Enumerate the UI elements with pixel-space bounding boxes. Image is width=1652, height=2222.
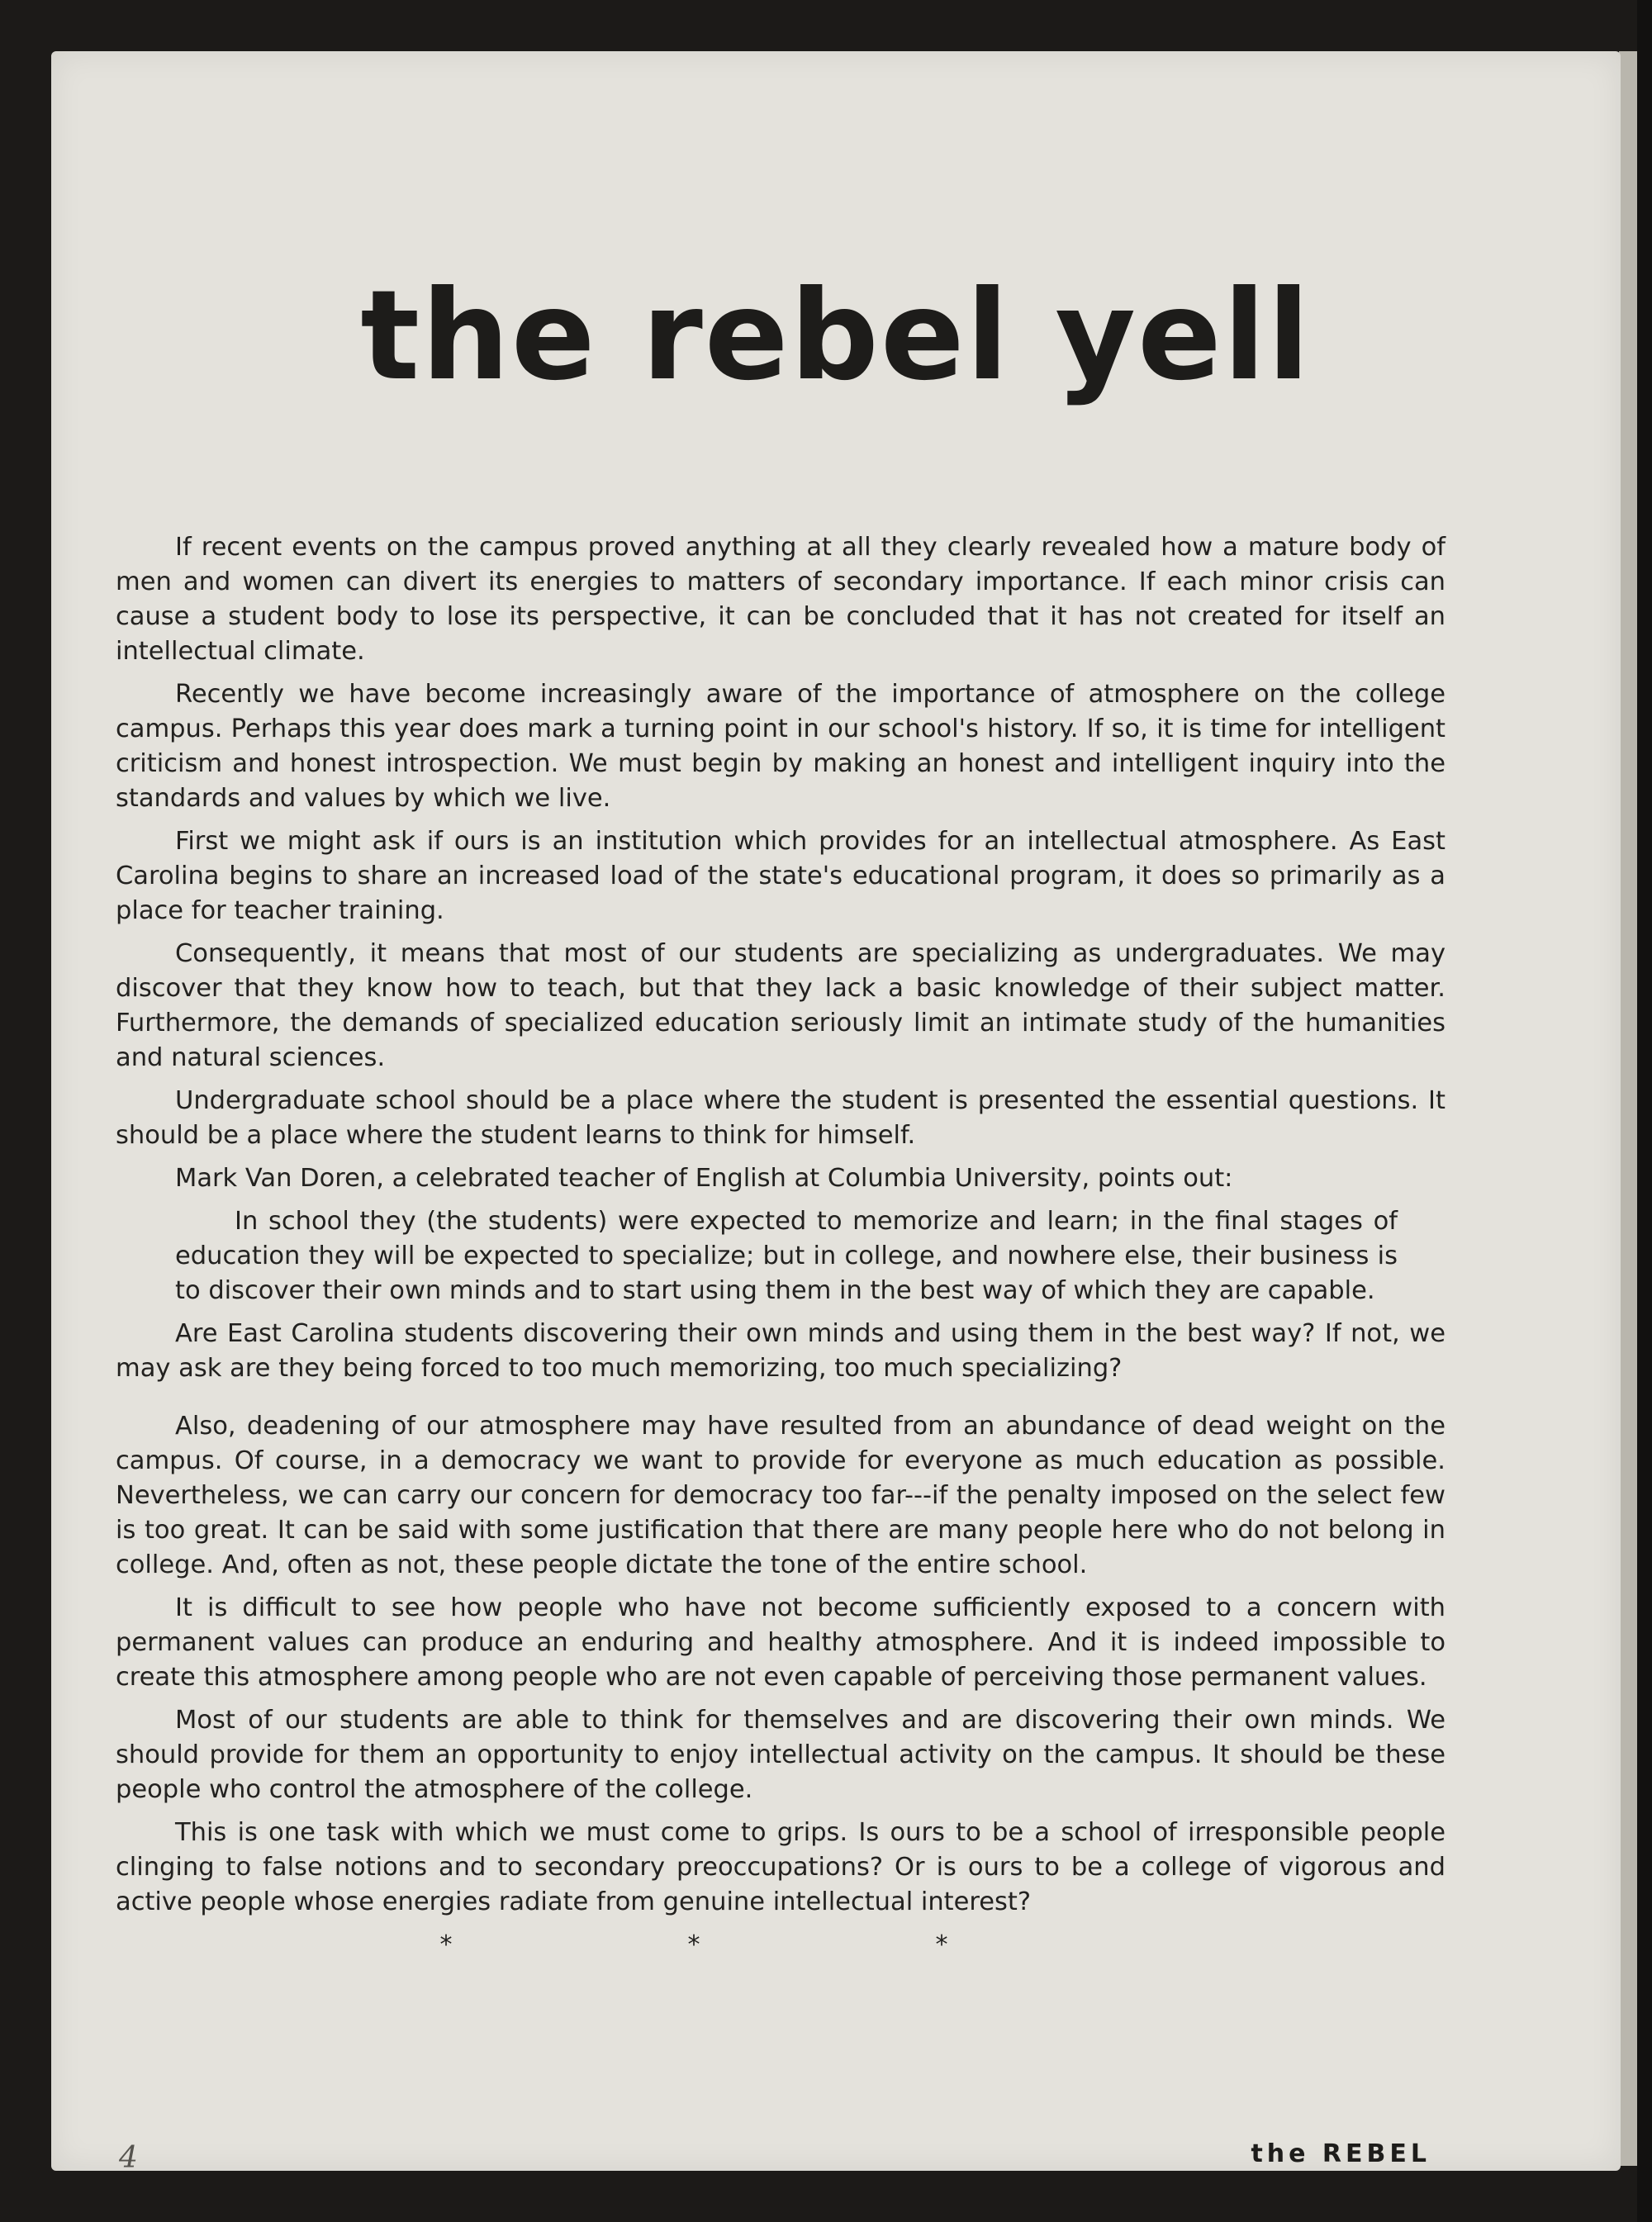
star-separator: *: [439, 1930, 453, 1959]
page-title: the rebel yell: [360, 264, 1312, 408]
scan-border: [1637, 0, 1652, 2222]
paragraph: Undergraduate school should be a place where the student is presented the essential questions. It should be a place where the student learns to think for himself.: [116, 1086, 1446, 1150]
paragraph: Are East Carolina students discovering their own minds and using them in the best way? If not, we may ask are they being forced to too much memorizing, too much specializing?: [116, 1319, 1446, 1383]
paragraph: Most of our students are able to think for themselves and are discovering their own minds. We should provide for them an opportunity to enjoy intellectual activity on the campus. It should be these people who control the atmosphere of the college.: [116, 1706, 1446, 1804]
star-separator: *: [935, 1930, 948, 1959]
paragraph: Consequently, it means that most of our students are specializing as undergraduates. We may discover that they know how to teach, but that they lack a basic knowledge of their subject matter. Furthermore, the demands of specialized education seriously limit an intimate study of the humanities and natural sciences.: [116, 939, 1446, 1072]
paragraph: If recent events on the campus proved anything at all they clearly revealed how a mature body of men and women can divert its energies to matters of secondary importance. If each minor crisis can cause a student body to lose its perspective, it can be concluded that it has not created for itself an intellectual climate.: [116, 533, 1446, 666]
paragraph: This is one task with which we must come to grips. Is ours to be a school of irresponsible people clinging to false notions and to secondary preoccupations? Or is ours to be a college of vigorous and active people whose energies radiate from genuine intellectual interest?: [116, 1818, 1446, 1916]
magazine-page: [51, 51, 1621, 2175]
paragraph: Also, deadening of our atmosphere may have resulted from an abundance of dead weight on the campus. Of course, in a democracy we want to provide for everyone as much education as possible. Nevertheless, we can carry our concern for democracy too far---if the penalty imposed on the select few is too great. It can be said with some justification that there are many people here who do not belong in college. And, often as not, these people dictate the tone of the entire school.: [116, 1412, 1446, 1579]
paragraph: It is difficult to see how people who have not become sufficiently exposed to a concern with permanent values can produce an enduring and healthy atmosphere. And it is indeed impossible to create this atmosphere among people who are not even capable of perceiving those permanent values.: [116, 1593, 1446, 1692]
page-edge: [1619, 51, 1637, 2166]
article-body: [116, 530, 1446, 1963]
paragraph: Recently we have become increasingly aware of the importance of atmosphere on the college campus. Perhaps this year does mark a turning point in our school's history. If so, it is time for intelligent criticism and honest introspection. We must begin by making an honest and intelligent inquiry into the standards and values by which we live.: [116, 680, 1446, 813]
star-separator: *: [687, 1930, 700, 1959]
footer-magazine-name: the REBEL: [1251, 2139, 1431, 2168]
paragraph: First we might ask if ours is an institution which provides for an intellectual atmosphere. As East Carolina begins to share an increased load of the state's educational program, it does so primarily as a place for teacher training.: [116, 827, 1446, 925]
block-quote: In school they (the students) were expected to memorize and learn; in the final stages of education they will be expected to specialize; but in college, and nowhere else, their business is to discover their own minds and to start using them in the best way of which they are capable.: [175, 1207, 1398, 1305]
paragraph: Mark Van Doren, a celebrated teacher of English at Columbia University, points out:: [175, 1164, 1233, 1193]
section-separator: [322, 1928, 1066, 1963]
page-number: 4: [119, 2141, 138, 2175]
